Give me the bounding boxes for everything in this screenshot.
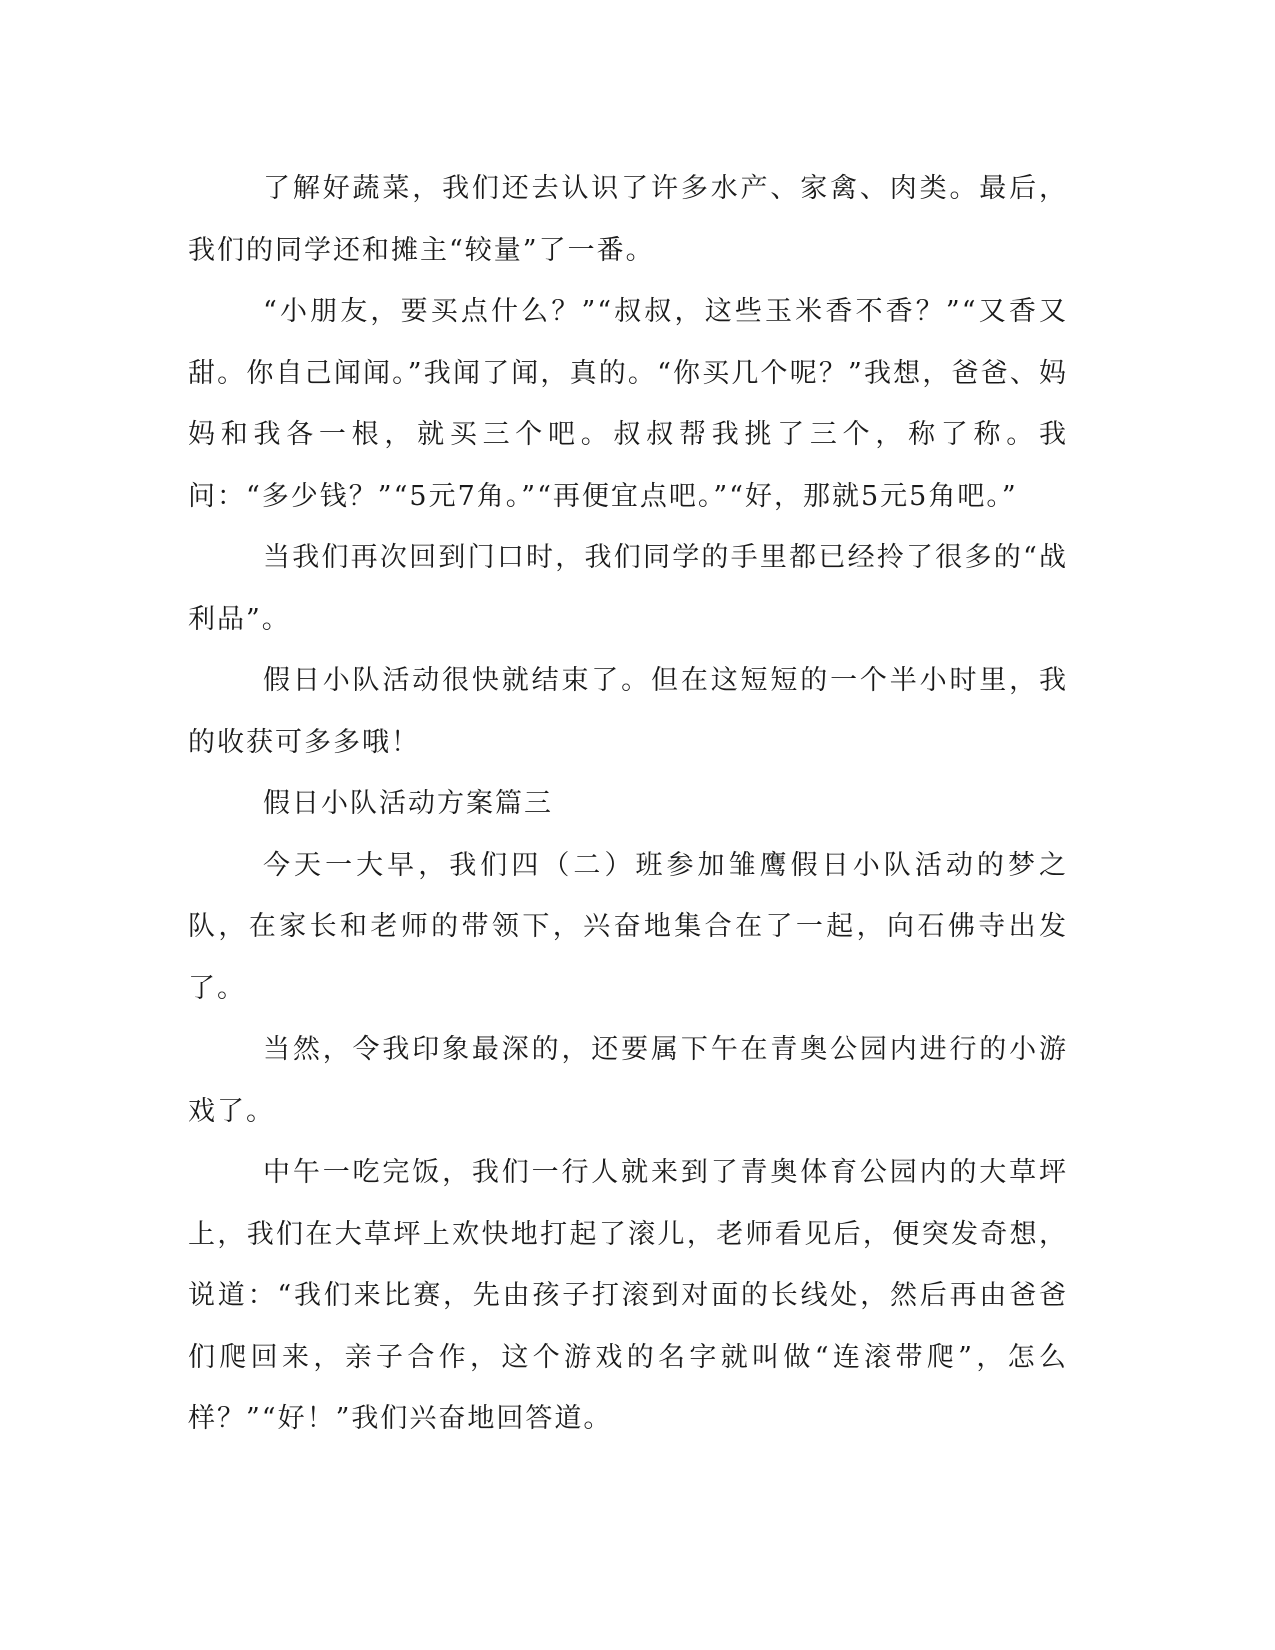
paragraph-lawn-game: 中午一吃完饭，我们一行人就来到了青奥体育公园内的大草坪上，我们在大草坪上欢快地打起了滚儿，老师看见后，便突发奇想，说道：“我们来比赛，先由孩子打滚到对面的长线处，然后再由爸爸们爬回来，亲子合作，这个游戏的名字就叫做“连滚带爬”，怎么样？”“好！”我们兴奋地回答道。 [188,1157,1068,1434]
paragraph-morning-gathering: 今天一大早，我们四（二）班参加雏鹰假日小队活动的梦之队，在家长和老师的带领下，兴奋地集合在了一起，向石佛寺出发了。 [188,849,1068,1004]
document-body [188,158,1068,1450]
paragraph-return-gate: 当我们再次回到门口时，我们同学的手里都已经拎了很多的“战利品”。 [188,542,1068,635]
paragraph-vegetables: 了解好蔬菜，我们还去认识了许多水产、家禽、肉类。最后，我们的同学还和摊主“较量”了一番。 [188,173,1068,266]
paragraph-activity-end: 假日小队活动很快就结束了。但在这短短的一个半小时里，我的收获可多多哦！ [188,665,1068,758]
paragraph-corn-dialogue: “小朋友，要买点什么？”“叔叔，这些玉米香不香？”“又香又甜。你自己闻闻。”我闻了闻，真的。“你买几个呢？”我想，爸爸、妈妈和我各一根，就买三个吧。叔叔帮我挑了三个，称了称。我问：“多少钱？”“5元7角。”“再便宜点吧。”“好，那就5元5角吧。” [188,296,1068,512]
paragraph-afternoon-game: 当然，令我印象最深的，还要属下午在青奥公园内进行的小游戏了。 [188,1034,1068,1127]
section-heading: 假日小队活动方案篇三 [263,788,553,819]
